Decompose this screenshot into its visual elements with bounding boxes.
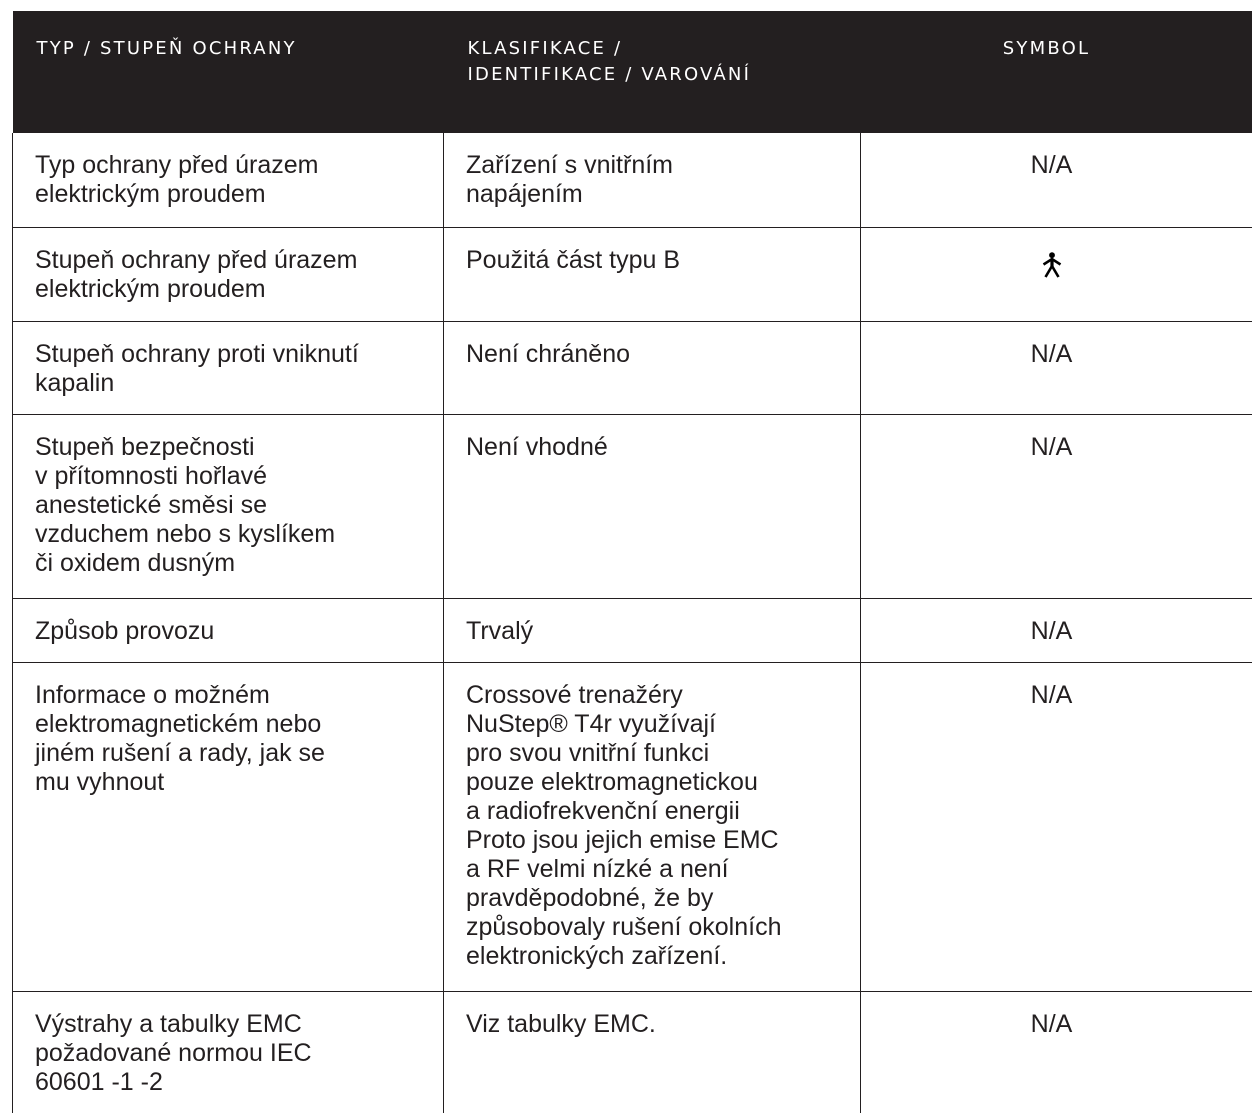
- table-row: [13, 414, 1252, 598]
- header-classification: KLASIFIKACE / IDENTIFIKACE / VAROVÁNÍ: [444, 11, 861, 133]
- safety-classification-table-wrapper: [12, 11, 1252, 1113]
- row-type-cell: Výstrahy a tabulky EMC požadované normou IEC 60601 -1 -2: [13, 991, 444, 1113]
- row-symbol-cell: N/A: [861, 662, 1252, 991]
- row-symbol-cell: N/A: [861, 321, 1252, 414]
- row-symbol-cell: [861, 227, 1252, 321]
- safety-classification-table: [12, 11, 1252, 1113]
- table-row: [13, 133, 1252, 227]
- table-header-row: [13, 11, 1252, 133]
- row-type-cell: Stupeň ochrany proti vniknutí kapalin: [13, 321, 444, 414]
- row-type-cell: Stupeň ochrany před úrazem elektrickým proudem: [13, 227, 444, 321]
- row-type-cell: Způsob provozu: [13, 598, 444, 662]
- row-classification-cell: Trvalý: [444, 598, 861, 662]
- row-symbol-cell: N/A: [861, 598, 1252, 662]
- table-row: [13, 991, 1252, 1113]
- row-type-cell: Informace o možném elektromagnetickém nebo jiném rušení a rady, jak se mu vyhnout: [13, 662, 444, 991]
- table-header: [13, 11, 1252, 133]
- table-body: [13, 133, 1252, 1113]
- row-classification-cell: Není chráněno: [444, 321, 861, 414]
- header-symbol: SYMBOL: [861, 11, 1252, 133]
- table-row: [13, 662, 1252, 991]
- row-classification-cell: Viz tabulky EMC.: [444, 991, 861, 1113]
- row-symbol-cell: N/A: [861, 991, 1252, 1113]
- row-symbol-cell: N/A: [861, 133, 1252, 227]
- row-type-cell: Stupeň bezpečnosti v přítomnosti hořlavé anestetické směsi se vzduchem nebo s kyslíkem či oxidem dusným: [13, 414, 444, 598]
- table-row: [13, 598, 1252, 662]
- table-row: [13, 321, 1252, 414]
- row-classification-cell: Není vhodné: [444, 414, 861, 598]
- header-type: TYP / STUPEŇ OCHRANY: [13, 11, 444, 133]
- table-row: [13, 227, 1252, 321]
- row-classification-cell: Zařízení s vnitřním napájením: [444, 133, 861, 227]
- type-b-applied-part-icon: [1042, 252, 1062, 278]
- row-symbol-cell: N/A: [861, 414, 1252, 598]
- row-classification-cell: Crossové trenažéry NuStep® T4r využívají pro svou vnitřní funkci pouze elektromagnetickou a radiofrekvenční energii Proto jsou jejich emise EMC a RF velmi nízké a není pravděpodobné, že by způsobovaly rušení okolních elektronických zařízení.: [444, 662, 861, 991]
- row-type-cell: Typ ochrany před úrazem elektrickým proudem: [13, 133, 444, 227]
- row-classification-cell: Použitá část typu B: [444, 227, 861, 321]
